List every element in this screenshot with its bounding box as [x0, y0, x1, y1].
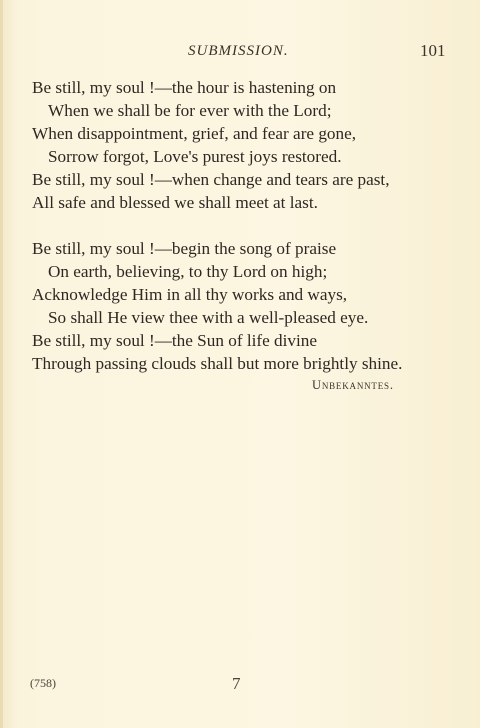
running-title: SUBMISSION. [188, 43, 289, 59]
signature-mark: 7 [232, 674, 241, 693]
page-spine-edge [0, 0, 3, 728]
poem-line: Acknowledge Him in all thy works and ways, [32, 285, 348, 304]
poem-line: Be still, my soul !—the Sun of life divine [32, 331, 318, 350]
page-number: 101 [420, 41, 446, 60]
poem-line: All safe and blessed we shall meet at last. [32, 193, 318, 212]
running-header [0, 43, 480, 67]
poem-line: When we shall be for ever with the Lord; [48, 101, 332, 120]
poem-attribution: Unbekanntes. [312, 378, 394, 392]
poem-line: When disappointment, grief, and fear are gone, [32, 124, 357, 143]
poem-line: Be still, my soul !—begin the song of praise [32, 239, 337, 258]
poem-line: Be still, my soul !—the hour is hastening on [32, 78, 337, 97]
poem-line: Sorrow forgot, Love's purest joys restored. [48, 147, 342, 166]
poem-line: On earth, believing, to thy Lord on high; [48, 262, 328, 281]
poem-line: Through passing clouds shall but more brightly shine. [32, 354, 403, 373]
poem-line: So shall He view thee with a well-pleased eye. [48, 308, 369, 327]
footer-code: (758) [30, 676, 56, 690]
poem-line: Be still, my soul !—when change and tears are past, [32, 170, 390, 189]
